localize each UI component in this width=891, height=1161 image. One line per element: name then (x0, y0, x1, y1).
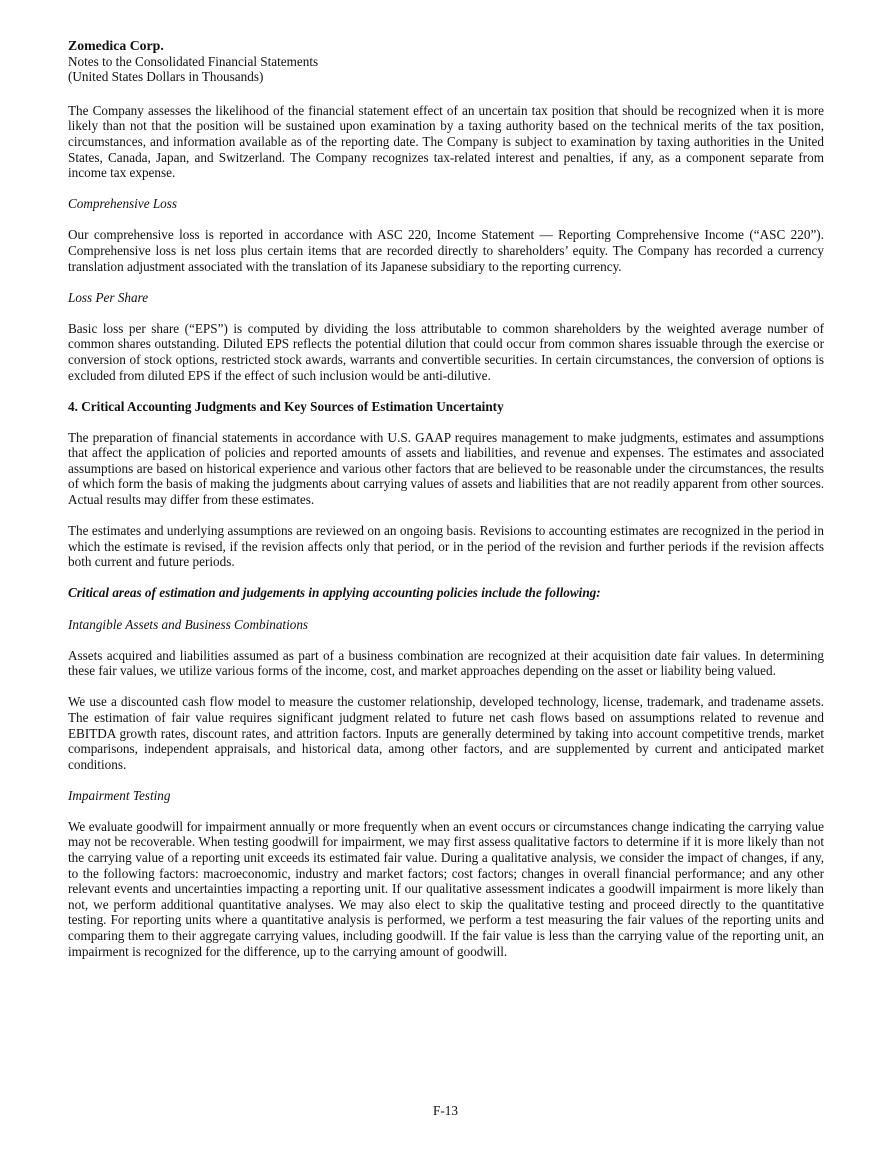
section-4-title: 4. Critical Accounting Judgments and Key Sources of Estimation Uncertainty (68, 398, 504, 414)
currency-note: (United States Dollars in Thousands) (68, 69, 264, 85)
loss-per-share-heading: Loss Per Share (68, 289, 149, 305)
document-page (68, 38, 824, 959)
notes-title: Notes to the Consolidated Financial Statements (68, 53, 319, 69)
company-name: Zomedica Corp. (68, 38, 164, 53)
impairment-testing-paragraph: We evaluate goodwill for impairment annually or more frequently when an event occurs or circumstances change indicating the carrying value may not be recoverable. When testing goodwill for impairment, we may first assess qualitative factors to determine if it is more likely than not the carrying value of a reporting unit exceeds its estimated fair value. During a qualitative analysis, we consider the impact of changes, if any, to the following factors: macroeconomic, industry and market factors; cost factors; changes in overall financial performance; and any other relevant events and uncertainties impacting a reporting unit. If our qualitative assessment indicates a goodwill impairment is more likely than not, we perform additional quantitative analyses. We may also elect to skip the qualitative testing and proceed directly to the quantitative testing. For reporting units where a quantitative analysis is performed, we perform a test measuring the fair values of the reporting units and comparing them to their aggregate carrying values, including goodwill. If the fair value is less than the carrying value of the reporting unit, an impairment is recognized for the difference, up to the carrying amount of goodwill. (68, 818, 824, 959)
section-4-paragraph-1: The preparation of financial statements in accordance with U.S. GAAP requires management to make judgments, estimates and assumptions that affect the application of policies and reported amounts of assets and liabilities, and revenue and expenses. The estimates and associated assumptions are based on historical experience and various other factors that are believed to be reasonable under the circumstances, the results of which form the basis of making the judgments about carrying values of assets and liabilities that are not readily apparent from other sources. Actual results may differ from these estimates. (68, 429, 824, 508)
impairment-testing-heading: Impairment Testing (68, 787, 171, 803)
intangible-assets-heading: Intangible Assets and Business Combinations (68, 616, 309, 632)
comprehensive-loss-heading: Comprehensive Loss (68, 196, 178, 212)
section-4-paragraph-2: The estimates and underlying assumptions are reviewed on an ongoing basis. Revisions to accounting estimates are recognized in the period in which the estimate is revised, if the revision affects only that period, or in the period of the revision and further periods if the revision affects both current and future periods. (68, 523, 824, 570)
comprehensive-loss-paragraph: Our comprehensive loss is reported in accordance with ASC 220, Income Statement — Reporting Comprehensive Income (“ASC 220”). Comprehensive loss is net loss plus certain items that are recorded directly to shareholders’ equity. The Company has recorded a currency translation adjustment associated with the translation of its Japanese subsidiary to the reporting currency. (68, 227, 824, 274)
intangible-assets-paragraph-1: Assets acquired and liabilities assumed as part of a business combination are recognized at their acquisition date fair values. In determining these fair values, we utilize various forms of the income, cost, and market approaches depending on the asset or liability being valued. (68, 647, 824, 679)
page-number: F-13 (433, 1103, 458, 1118)
intangible-assets-paragraph-2: We use a discounted cash flow model to measure the customer relationship, developed technology, license, trademark, and tradename assets. The estimation of fair value requires significant judgment related to future net cash flows based on assumptions related to revenue and EBITDA growth rates, discount rates, and attrition factors. Inputs are generally determined by taking into account competitive trends, market comparisons, independent appraisals, and historical data, among other factors, and are supplemented by current and anticipated market conditions. (68, 694, 824, 772)
loss-per-share-paragraph: Basic loss per share (“EPS”) is computed by dividing the loss attributable to common shareholders by the weighted average number of common shares outstanding. Diluted EPS reflects the potential dilution that could occur from common shares issuable through the exercise or conversion of stock options, restricted stock awards, warrants and convertible securities. In certain circumstances, the conversion of options is excluded from diluted EPS if the effect of such inclusion would be anti-dilutive. (68, 320, 824, 383)
tax-paragraph: The Company assesses the likelihood of the financial statement effect of an uncertain tax position that should be recognized when it is more likely than not that the position will be sustained upon examination by a taxing authority based on the technical merits of the tax position, circumstances, and information available as of the reporting date. The Company is subject to examination by taxing authorities in the United States, Canada, Japan, and Switzerland. The Company recognizes tax-related interest and penalties, if any, as a component separate from income tax expense. (68, 102, 824, 181)
critical-areas-heading: Critical areas of estimation and judgements in applying accounting policies include the following: (68, 585, 601, 601)
